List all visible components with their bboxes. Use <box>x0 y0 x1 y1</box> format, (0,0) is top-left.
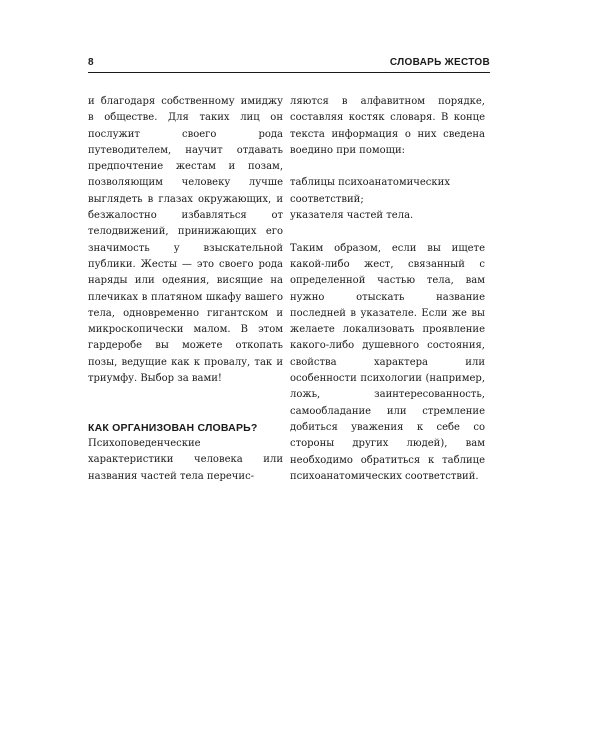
left-paragraph-intro: и благодаря собственному имиджу в обществе. Для таких лиц он послужит своего рода путеводителем, научит отдавать предпочтение жестам и позам, позволяющим человеку лучше выглядеть в глазах окружающих, и безжалостно избавляться от телодвижений, принижающих его значимость у взыскательной публики. Жесты — это своего рода наряды или одеяния, висящие на плечиках в платяном шкафу вашего тела, одновременно гигантском и микроскопически малом. В этом гардеробе вы можете откопать позы, ведущие как к провалу, так и триумфу. Выбор за вами! <box>88 96 283 385</box>
section-heading: КАК ОРГАНИЗОВАН СЛОВАРЬ? <box>88 421 258 434</box>
spacer <box>290 159 485 175</box>
left-column <box>88 94 283 485</box>
page-header <box>88 56 490 74</box>
spacer <box>290 224 485 240</box>
running-title: СЛОВАРЬ ЖЕСТОВ <box>389 57 490 68</box>
right-paragraph-usage: Таким образом, если вы ищете какой-либо жест, связанный с определенной частью тела, вам нужно отыскать название последней в указателе. Если же вы желаете локализовать проявление какого-либо душевного состояния, свойства характера или особенности психологии (например, ложь, заинтересованность, самообладание или стремление добиться уважения к себе со стороны других людей), вам необходимо обратиться к таблице психоанатомических соответствий. <box>290 242 485 482</box>
page-number: 8 <box>88 57 94 68</box>
right-paragraph-intro: ляются в алфавитном порядке, составляя костяк словаря. В конце текста информация о них сведена воедино при помощи: <box>290 96 485 156</box>
right-column <box>290 94 485 485</box>
header-rule <box>88 72 490 73</box>
spacer <box>88 387 283 403</box>
left-paragraph-organization: Психоповеденческие характеристики человека или названия частей тела перечис- <box>88 437 283 482</box>
spacer <box>88 404 283 420</box>
list-item-index: указателя частей тела. <box>290 210 414 222</box>
list-item-table: таблицы психоанатомических соответствий; <box>290 177 450 205</box>
